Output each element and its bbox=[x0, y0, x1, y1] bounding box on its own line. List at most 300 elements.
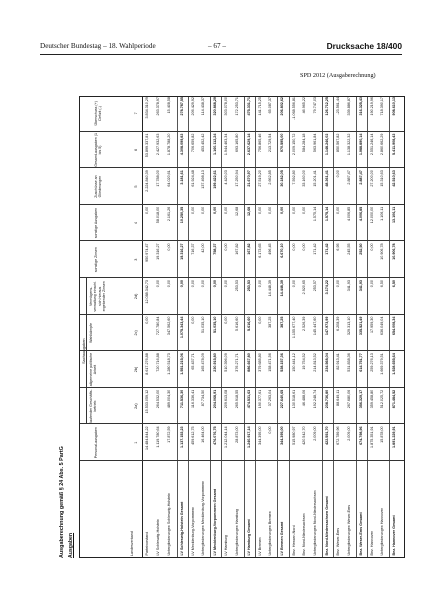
table-cell: 871.484,52 bbox=[392, 389, 397, 409]
table-cell: 0,00 bbox=[167, 243, 172, 251]
table-cell: 252,50 bbox=[358, 243, 363, 255]
table-cell: 475.331,71 bbox=[246, 97, 251, 116]
table-cell: 10.906,78 bbox=[380, 243, 385, 260]
table-cell: 0,00 bbox=[291, 280, 296, 288]
table-cell: 3.174,22 bbox=[325, 280, 330, 295]
table-cell: 341,93 bbox=[346, 280, 351, 292]
table-cell: 0,00 bbox=[167, 280, 172, 288]
column-number: 2a) bbox=[134, 403, 138, 409]
column-header: laufender Geschäfts-betrieb bbox=[89, 389, 98, 423]
table-cell: 65.087,37 bbox=[268, 97, 273, 114]
header-left: Deutscher Bundestag – 18. Wahlperiode bbox=[40, 42, 156, 50]
row-label: Untergliederungen Mecklenburg-Vorpommern bbox=[201, 480, 205, 556]
table-cell: 167,82 bbox=[246, 243, 251, 255]
table-cell: 316.325,43 bbox=[358, 97, 363, 116]
row-label: Bez. Nord-Niedersachsen Gesamt bbox=[325, 496, 330, 556]
row-label: Untergliederungen Schleswig-Holstein bbox=[167, 492, 172, 556]
table-cell: 6,50 bbox=[380, 280, 385, 288]
table-cell: 33.160,00 bbox=[301, 170, 306, 187]
column-divider bbox=[80, 387, 404, 388]
table-cell: 0,00 bbox=[201, 280, 205, 288]
table-cell: 130.518,61 bbox=[291, 389, 296, 409]
table-cell: 64.020,61 bbox=[167, 170, 172, 187]
row-label: LV Schleswig-Holstein bbox=[156, 519, 161, 556]
table-cell: 5.616,60 bbox=[246, 316, 251, 331]
row-label: LV Mecklenburg-Vorpommern Gesamt bbox=[213, 488, 218, 556]
column-header: Zuschüsse an Gliederungen bbox=[94, 175, 103, 198]
table-cell: 720.716,88 bbox=[156, 353, 161, 372]
column-header: Gesamt-ausgaben (1 bis 5) bbox=[94, 133, 103, 167]
table-cell: 253,53 bbox=[246, 280, 251, 292]
column-header-band bbox=[80, 97, 143, 557]
table-cell: 496,45 bbox=[268, 243, 273, 255]
table-row bbox=[210, 97, 220, 557]
table-cell: 253,57 bbox=[313, 280, 317, 292]
table-cell: 82.913,41 bbox=[336, 353, 341, 370]
table-cell: 167,82 bbox=[234, 243, 239, 255]
table-cell: 1.106,11 bbox=[380, 206, 385, 221]
table-cell: 672.789,96 bbox=[336, 426, 341, 445]
table-cell: 259.276,13 bbox=[370, 353, 374, 372]
table-cell: 158.471,56 bbox=[268, 353, 273, 372]
table-cell: 58.018,00 bbox=[156, 206, 161, 224]
table-cell: 1.944.463,34 bbox=[224, 133, 229, 156]
rotated-table-area bbox=[57, 92, 412, 562]
column-divider bbox=[80, 277, 404, 278]
table-cell: 8.617.276,88 bbox=[145, 353, 149, 375]
table-cell: 51.035,10 bbox=[201, 316, 205, 334]
table-cell: 1.575,14 bbox=[313, 206, 317, 222]
table-cell: 150.441,12 bbox=[291, 353, 296, 372]
row-label: Bez. Weser-Ems Gesamt bbox=[358, 512, 363, 556]
table-cell: 141.715,25 bbox=[258, 97, 262, 116]
table-row bbox=[266, 97, 275, 557]
table-body bbox=[142, 97, 404, 557]
table-cell: 278.787,55 bbox=[179, 97, 184, 116]
table-cell: 12,68 bbox=[234, 206, 239, 217]
table-cell: 636.049,04 bbox=[380, 316, 385, 336]
column-divider bbox=[80, 167, 404, 168]
table-cell: 21.670,97 bbox=[246, 170, 251, 187]
table-cell: 10.906,78 bbox=[392, 243, 397, 260]
table-cell: 214.813,52 bbox=[313, 353, 317, 372]
table-cell: 2.161,26 bbox=[167, 206, 172, 222]
table-cell: 2.551.246,14 bbox=[370, 133, 374, 156]
row-label: Parteivorstand bbox=[145, 531, 149, 556]
table-row bbox=[367, 97, 377, 557]
table-cell: 0,00 bbox=[213, 206, 218, 214]
header-rule bbox=[40, 54, 402, 55]
table-cell: 17.959,30 bbox=[370, 316, 374, 334]
table-row bbox=[143, 97, 152, 557]
table-cell: 711.536,30 bbox=[179, 389, 184, 409]
table-cell: 1.575,14 bbox=[325, 206, 330, 222]
table-cell: 1.928.655,64 bbox=[392, 353, 397, 375]
table-cell: 584.284,18 bbox=[301, 133, 306, 153]
table-cell: 0,00 bbox=[336, 280, 341, 288]
table-cell: 42.510,63 bbox=[392, 170, 397, 187]
table-cell: 17.250,94 bbox=[234, 170, 239, 187]
table-cell: 0,00 bbox=[156, 280, 161, 288]
table-cell: 614.751,77 bbox=[358, 353, 363, 372]
table-cell: 7.592,80 bbox=[291, 170, 296, 185]
table-cell: 674.798,96 bbox=[358, 426, 363, 445]
table-cell: 114.438,37 bbox=[201, 97, 205, 116]
table-cell: 510.396,09 bbox=[224, 353, 229, 372]
table-cell: 15.878,00 bbox=[380, 426, 385, 443]
table-cell: 0,00 bbox=[370, 243, 374, 251]
column-header: sonstige Ausgaben bbox=[94, 207, 98, 239]
table-cell: 1.669.379,51 bbox=[380, 353, 385, 375]
table-cell: 0,00 bbox=[268, 426, 273, 434]
table-cell: 908.610,13 bbox=[392, 97, 397, 116]
table-cell: 0,00 bbox=[291, 243, 296, 251]
table-cell: 2.009,00 bbox=[313, 426, 317, 441]
table-row bbox=[165, 97, 174, 557]
table-cell: 204.068,91 bbox=[213, 389, 218, 409]
table-cell: 654.008,34 bbox=[392, 316, 397, 336]
table-cell: 147.973,99 bbox=[325, 316, 330, 336]
table-cell: 15.533.059,12 bbox=[145, 389, 149, 414]
table-cell: 538.157,36 bbox=[280, 353, 285, 372]
table-cell: 137.498,13 bbox=[201, 170, 205, 189]
table-cell: 2.637.629,14 bbox=[246, 133, 251, 156]
column-group-label: Sachausgaben bbox=[82, 278, 87, 424]
table-cell: 2.009.150,72 bbox=[291, 133, 296, 156]
table-cell: 2.662,85 bbox=[268, 170, 273, 185]
table-cell: 886.667,80 bbox=[246, 353, 251, 372]
table-row bbox=[221, 97, 231, 557]
table-cell: 245,55 bbox=[346, 243, 351, 255]
table-cell: 230.915,80 bbox=[213, 353, 218, 372]
table-cell: 0,00 bbox=[224, 280, 229, 288]
table-cell: 264.532,00 bbox=[156, 389, 161, 409]
table-cell: 6.173,65 bbox=[258, 243, 262, 258]
table-cell: 727.780,84 bbox=[156, 316, 161, 336]
table-cell: 28.873,00 bbox=[234, 426, 239, 443]
page-header bbox=[40, 41, 402, 53]
table-cell: 46.488,06 bbox=[301, 389, 306, 407]
table-cell: 2.009,00 bbox=[346, 426, 351, 441]
table-cell: 376.271,71 bbox=[234, 353, 239, 372]
table-cell: 165.478,09 bbox=[201, 353, 205, 372]
table-cell: 5.616,60 bbox=[234, 316, 239, 331]
table-cell: 531.838,36 bbox=[346, 353, 351, 372]
table-cell: 347.562,60 bbox=[167, 316, 172, 336]
column-number: 2b) bbox=[134, 366, 138, 373]
table-cell: 0,00 bbox=[258, 280, 262, 288]
table-cell: 1.160.112,24 bbox=[213, 133, 218, 155]
column-number: 7 bbox=[134, 112, 138, 115]
table-cell: 171,42 bbox=[313, 243, 317, 255]
table-cell: 359.458,80 bbox=[370, 389, 374, 409]
table-cell: 387,25 bbox=[280, 316, 285, 328]
table-cell: 489.004,30 bbox=[167, 389, 172, 409]
table-cell: 6.670,10 bbox=[280, 243, 285, 258]
column-number: 6 bbox=[134, 148, 138, 151]
table-cell: 48.361,41 bbox=[325, 170, 330, 187]
table-cell: 0,00 bbox=[201, 206, 205, 214]
table-cell: 1.155.677,40 bbox=[291, 316, 296, 339]
table-cell: 387,25 bbox=[268, 316, 273, 328]
column-divider bbox=[80, 460, 404, 461]
table-cell: 42,00 bbox=[201, 243, 205, 253]
row-label: Bez. Weser-Ems bbox=[336, 527, 341, 556]
table-cell: 238.736,80 bbox=[325, 389, 330, 409]
table-cell: 19.316,27 bbox=[156, 243, 161, 260]
table-grid bbox=[79, 96, 405, 558]
table-cell: 1.878.788,20 bbox=[167, 133, 172, 156]
table-cell: 1.138.322,32 bbox=[346, 133, 351, 156]
table-cell: 13.106,11 bbox=[392, 206, 397, 224]
table-row bbox=[389, 97, 399, 557]
table-cell: 6,50 bbox=[392, 280, 397, 288]
table-cell: 5.411.908,43 bbox=[392, 133, 397, 155]
table-cell: 199.422,61 bbox=[213, 170, 218, 189]
table-row bbox=[277, 97, 287, 557]
table-cell: 4.006,85 bbox=[358, 206, 363, 222]
table-cell: 6,95 bbox=[336, 243, 341, 251]
table-cell: 53.899.337,81 bbox=[145, 133, 149, 158]
table-cell: 0,00 bbox=[336, 206, 341, 214]
table-cell: 512.025,72 bbox=[380, 389, 385, 409]
table-cell: 474.531,63 bbox=[246, 389, 251, 409]
column-divider bbox=[80, 131, 404, 132]
table-cell: 2.224.840,39 bbox=[145, 170, 149, 192]
table-cell: 0,00 bbox=[224, 206, 229, 214]
table-row bbox=[244, 97, 254, 557]
table-row bbox=[188, 97, 198, 557]
table-cell: 16.464,00 bbox=[201, 426, 205, 443]
table-cell: 1.075.343,44 bbox=[179, 316, 184, 339]
column-divider bbox=[80, 204, 404, 205]
table-cell: 563.961,84 bbox=[313, 133, 317, 153]
page-number: – 67 – bbox=[208, 42, 226, 50]
landscape-table bbox=[57, 92, 412, 562]
column-header: Vermögens-verwaltung einschl. sich hieraus ergebender Zinsen bbox=[89, 281, 106, 312]
table-cell: 0,00 bbox=[224, 243, 229, 251]
table-cell: 171,42 bbox=[325, 243, 330, 255]
row-label: Bez. Hannover bbox=[370, 531, 374, 556]
table-cell: 206.429,92 bbox=[190, 97, 195, 116]
table-cell: 476.076,75 bbox=[213, 426, 218, 445]
table-cell: 253,53 bbox=[234, 280, 239, 292]
table-cell: 37.263,04 bbox=[268, 389, 273, 407]
column-divider bbox=[80, 314, 404, 315]
row-label: LV Hamburg Gesamt bbox=[246, 519, 251, 556]
table-cell: 0,00 bbox=[301, 243, 306, 251]
table-cell: 267.680,06 bbox=[346, 389, 351, 409]
table-row bbox=[300, 97, 309, 557]
table-cell: 6.208,39 bbox=[336, 316, 341, 331]
table-cell: 2.887,47 bbox=[358, 170, 363, 185]
table-cell: 1.119.780,64 bbox=[156, 426, 161, 448]
table-cell: 3.181,61 bbox=[179, 170, 184, 185]
table-cell: 2.427.932,63 bbox=[156, 133, 161, 156]
table-cell: 14.448,39 bbox=[268, 280, 273, 297]
table-cell: 12.088.342,73 bbox=[145, 280, 149, 304]
table-cell: 0,00 bbox=[258, 316, 262, 324]
column-header: allgemeine politische Arbeit bbox=[89, 352, 98, 387]
table-cell: 1.280.518,73 bbox=[167, 353, 172, 375]
table-row bbox=[199, 97, 208, 557]
table-cell: 341,93 bbox=[358, 280, 363, 292]
table-cell: 950.974,47 bbox=[145, 243, 149, 262]
table-cell: 356.329,17 bbox=[358, 389, 363, 409]
table-cell: 758,37 bbox=[213, 243, 218, 255]
table-cell: 2.920,65 bbox=[301, 280, 306, 295]
table-cell: 706.659,82 bbox=[190, 133, 195, 153]
table-cell: 15.201,41 bbox=[313, 170, 317, 187]
column-number: 2d) bbox=[134, 293, 138, 300]
table-cell: 19.316,27 bbox=[179, 243, 184, 260]
table-row bbox=[233, 97, 242, 557]
table-cell: 0,00 bbox=[291, 206, 296, 214]
table-cell: 335.521,49 bbox=[358, 316, 363, 336]
table-cell: 30.182,05 bbox=[280, 170, 285, 187]
table-cell: 190.219,96 bbox=[370, 97, 374, 116]
table-cell: 17.788,00 bbox=[156, 170, 161, 187]
row-label: LV Bremen bbox=[258, 537, 262, 556]
table-cell: 172.253,71 bbox=[234, 97, 239, 116]
table-cell: 3.834.310,29 bbox=[145, 97, 149, 119]
table-cell: 453.452,42 bbox=[201, 133, 205, 153]
table-cell: 190.377,61 bbox=[258, 389, 262, 409]
table-cell: 61.924,48 bbox=[190, 170, 195, 187]
table-row bbox=[333, 97, 343, 557]
column-header: Landesverband bbox=[130, 531, 134, 556]
table-cell: 87.734,50 bbox=[201, 389, 205, 407]
table-cell: 420.542,70 bbox=[301, 426, 306, 445]
row-label: LV Schleswig-Holstein Gesamt bbox=[179, 501, 184, 556]
table-cell: 27.200,00 bbox=[370, 170, 374, 187]
table-row bbox=[289, 97, 299, 557]
row-label: Bez. Hessen-Nord bbox=[291, 525, 296, 556]
column-number: 4 bbox=[134, 222, 138, 225]
table-cell: -23.561,44 bbox=[336, 97, 341, 115]
table-cell: 459.612,75 bbox=[190, 426, 195, 445]
table-cell: 263.378,97 bbox=[156, 97, 161, 116]
table-cell: 0,00 bbox=[190, 206, 195, 214]
table-cell: 126.712,25 bbox=[325, 97, 330, 116]
table-cell: 344.395,00 bbox=[280, 426, 285, 445]
table-cell: 0,00 bbox=[190, 280, 195, 288]
table-cell: 0,00 bbox=[258, 206, 262, 214]
table-cell: 1.551.215,06 bbox=[179, 353, 184, 375]
column-header: Überschuss (+) Defizit (-) bbox=[94, 101, 103, 126]
column-divider bbox=[80, 350, 404, 351]
table-row bbox=[322, 97, 332, 557]
row-label: LV Hamburg bbox=[224, 535, 229, 556]
table-cell: 65.437,71 bbox=[190, 353, 195, 370]
table-row bbox=[154, 97, 163, 557]
row-label: Bez. Nord-Niedersachsen bbox=[301, 513, 306, 556]
table-row bbox=[177, 97, 187, 557]
column-header: sonstige Zinsen bbox=[94, 247, 98, 273]
table-row bbox=[356, 97, 366, 557]
table-cell: 1.875.351,91 bbox=[370, 426, 374, 448]
column-divider bbox=[80, 423, 404, 424]
table-cell: 344.395,00 bbox=[258, 426, 262, 445]
table-cell: -1.068.556,81 bbox=[291, 97, 296, 120]
table-cell: 2.526,39 bbox=[301, 316, 306, 331]
column-number: 3 bbox=[134, 258, 138, 261]
table-cell: 339.886,87 bbox=[346, 97, 351, 116]
table-cell: 12,68 bbox=[246, 206, 251, 217]
table-cell: 209.613,08 bbox=[224, 389, 229, 409]
table-cell: 1.891.229,91 bbox=[392, 426, 397, 448]
column-divider bbox=[80, 240, 404, 241]
table-cell: 4.006,85 bbox=[346, 206, 351, 222]
table-cell: 51.035,10 bbox=[213, 316, 218, 334]
table-cell: 0,00 bbox=[280, 206, 285, 214]
row-label: Untergliederungen Nord-Niedersachsen bbox=[313, 490, 317, 556]
table-subtitle: Ausgaben bbox=[68, 532, 74, 558]
table-cell: 515.980,97 bbox=[291, 426, 296, 445]
table-cell: 79.747,03 bbox=[313, 97, 317, 114]
table-cell: 4.420,03 bbox=[224, 170, 229, 185]
table-cell: 850.567,82 bbox=[336, 133, 341, 153]
document-number: Drucksache 18/400 bbox=[326, 41, 402, 51]
row-label: Untergliederungen Bremen bbox=[268, 511, 273, 556]
table-cell: 14.448,39 bbox=[280, 280, 285, 297]
table-cell: 1.148.246,02 bbox=[325, 133, 330, 156]
table-cell: 0,00 bbox=[145, 206, 149, 214]
table-cell: 718.390,17 bbox=[380, 97, 385, 116]
table-cell: 0,00 bbox=[145, 316, 149, 324]
table-cell: 19.754,52 bbox=[301, 353, 306, 370]
table-row bbox=[255, 97, 265, 557]
table-cell: 145.447,60 bbox=[313, 316, 317, 336]
table-cell: 265.918,55 bbox=[234, 389, 239, 409]
table-cell: 227.640,65 bbox=[280, 389, 285, 409]
table-cell: 693.165,80 bbox=[234, 133, 239, 153]
table-cell: 0,00 bbox=[301, 206, 306, 214]
table-cell: 0,00 bbox=[224, 316, 229, 324]
table-cell: 379.685,80 bbox=[258, 353, 262, 372]
table-cell: 2.860.662,29 bbox=[380, 133, 385, 156]
table-cell: 716,37 bbox=[190, 243, 195, 255]
table-cell: 14.484.844,22 bbox=[145, 426, 149, 450]
table-cell: 192.248,74 bbox=[313, 389, 317, 409]
table-row bbox=[345, 97, 354, 557]
table-cell: 46.965,22 bbox=[301, 97, 306, 114]
row-label: LV Bremen Gesamt bbox=[280, 521, 285, 556]
table-cell: 4.308.099,83 bbox=[179, 133, 184, 156]
row-label: Untergliederungen Weser-Ems bbox=[346, 504, 351, 556]
table-cell: 303.078,00 bbox=[224, 97, 229, 116]
row-label: Untergliederungen Hamburg bbox=[234, 508, 239, 556]
column-number: 5 bbox=[134, 185, 138, 188]
table-cell: 116.336,41 bbox=[190, 389, 195, 408]
table-cell: 970.595,00 bbox=[280, 133, 285, 153]
row-label: Untergliederungen Hannover bbox=[380, 508, 385, 556]
table-cell: 422.551,70 bbox=[325, 426, 330, 445]
table-cell: 0,00 bbox=[190, 316, 195, 324]
table-cell: 27.519,20 bbox=[258, 170, 262, 187]
column-number: 2c) bbox=[134, 330, 138, 336]
column-header: Wahlkämpfe bbox=[89, 322, 93, 343]
table-cell: 0,00 bbox=[336, 170, 341, 178]
table-cell: 1.137.153,23 bbox=[179, 426, 184, 448]
table-cell: 1.988.890,14 bbox=[358, 133, 363, 156]
table-cell: 0,00 bbox=[179, 280, 184, 288]
table-cell: 1.212.044,14 bbox=[224, 426, 229, 448]
table-row bbox=[311, 97, 320, 557]
section-label: SPD 2012 (Ausgaberechnung) bbox=[300, 72, 376, 79]
table-row bbox=[378, 97, 387, 557]
column-number: 1 bbox=[134, 441, 138, 444]
